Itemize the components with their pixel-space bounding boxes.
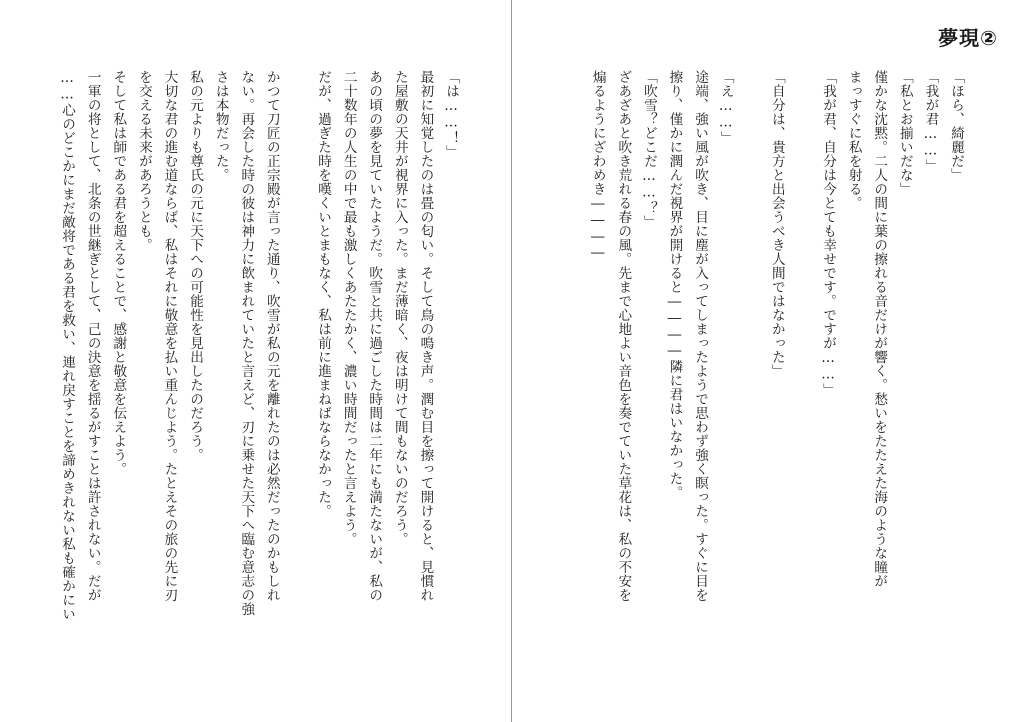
left-page-blank-line [284, 70, 310, 680]
right-page-text-line: 擦り、僅かに潤んだ視界が開けると――――隣に君はいなかった。 [666, 70, 683, 500]
left-page-text-line: そして私は師である君を超えることで、感謝と敬意を伝えよう。 [110, 70, 127, 476]
left-page-text-line: を交える未来があろうとも。 [135, 70, 152, 252]
right-page-text-line: 「我が君、自分は今とても幸せです。ですが……」 [820, 70, 837, 397]
right-page-text-line: 「え……」 [717, 70, 734, 145]
right-page-text-line: 「自分は、貴方と出会うべき人間ではなかった」 [768, 70, 785, 378]
left-page-text-line: 私の元よりも尊氏の元に天下への可能性を見出したのだろう。 [187, 70, 204, 462]
right-page-text [584, 70, 968, 680]
left-page-text-line: さは本物だった。 [212, 70, 229, 182]
left-page-text-line: ……心のどこかにまだ敵将である君を救い、連れ戻すことを諦めきれない私も確かにい [59, 70, 76, 621]
left-page-text-line: 大切な君の進む道ならば、私はそれに敬意を払い重んじよう。たとえその旅の先に刃 [161, 70, 178, 602]
left-page-text-line: 「は……！」 [443, 70, 459, 159]
right-page-text-line: まっすぐに私を射る。 [845, 70, 862, 210]
left-page-text-line: た屋敷の天井が視界に入った。まだ薄暗く、夜は明けて間もないのだろう。 [391, 70, 408, 546]
chapter-title: 夢現② [938, 26, 998, 50]
right-page-text-line: 「吹雪？どこだ……？」 [640, 70, 657, 229]
left-page-text-line: ない。再会した時の彼は神力に飲まれていたと言えど、刃に乗せた天下へ臨む意志の強 [238, 70, 255, 616]
right-page-text-line: 途端、強い風が吹き、目に塵が入ってしまったようで思わず強く瞑った。すぐに目を [692, 70, 709, 602]
right-page-blank-line [738, 70, 764, 680]
right-page-text-line: 煽るようにざわめき―――― [589, 70, 606, 262]
left-page-text-line: あの頃の夢を見ていたようだ。吹雪と共に過ごした時間は二年にも満たないが、私の [366, 70, 383, 602]
left-page-text-line: 一軍の将として、北条の世継ぎとして、己の決意を揺るがすことは許されない。だが [84, 70, 101, 602]
right-page-text-line: 僅かな沈黙。二人の間に葉の擦れる音だけが響く。愁いをたたえた海のような瞳が [871, 70, 888, 588]
right-page-text-line: 「我が君……」 [922, 70, 939, 173]
left-page-text-line: だが、過ぎた時を嘆くいとまもなく、私は前に進まねばならなかった。 [315, 70, 332, 518]
right-page [512, 0, 1024, 722]
right-page-text-line: ざあざあと吹き荒れる春の風。先まで心地よい音色を奏でていた草花は、私の不安を [615, 70, 632, 602]
left-page-text [54, 70, 464, 680]
left-page-text-line: 二十数年の人生の中で最も激しくあたたかく、濃い時間だったと言えよう。 [340, 70, 357, 546]
left-page-text-line: かつて刀匠の正宗殿が言った通り、吹雪が私の元を離れたのは必然だったのかもしれ [263, 70, 280, 602]
left-page-text-line: 最初に知覚したのは畳の匂い。そして鳥の鳴き声。潤む目を擦って開けると、見慣れ [417, 70, 434, 602]
left-page [0, 0, 511, 722]
right-page-text-line: 「ほら、綺麗だ」 [948, 70, 964, 182]
right-page-blank-line [789, 70, 815, 680]
right-page-text-line: 「私とお揃いだな」 [896, 70, 913, 196]
